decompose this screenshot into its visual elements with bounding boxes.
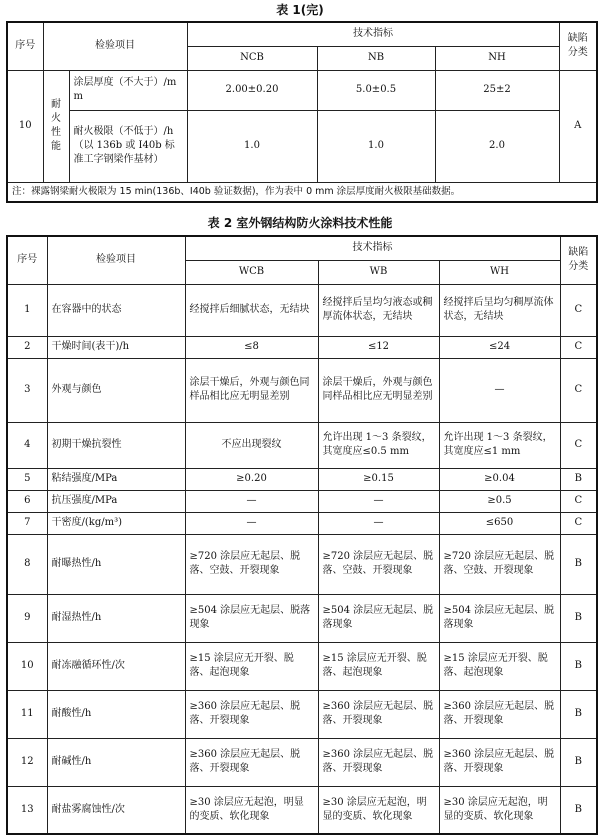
row-defect: B: [560, 594, 597, 642]
row-wh: ≥0.5: [439, 490, 560, 512]
row-item: 耐盐雾腐蚀性/次: [47, 786, 185, 834]
t1-header-tech: 技术指标: [187, 22, 559, 46]
t1-note: 注：裸露钢梁耐火极限为 15 min(136b、I40b 验证数据)，作为表中 0 mm 涂层厚度耐火极限基础数据。: [7, 182, 597, 202]
row-wh: ≥360 涂层应无起层、脱落、开裂现象: [439, 738, 560, 786]
row-wh: ≥720 涂层应无起层、脱落、空鼓、开裂现象: [439, 534, 560, 594]
table-row: [7, 786, 597, 834]
row-defect: B: [560, 642, 597, 690]
t1-sub1-nh: 25±2: [435, 70, 559, 110]
table2: [6, 235, 598, 835]
row-wcb: 经搅拌后细腻状态，无结块: [185, 284, 318, 336]
table-row: [7, 336, 597, 358]
table-row: [7, 358, 597, 422]
row-index: 2: [7, 336, 47, 358]
row-index: 10: [7, 642, 47, 690]
table2-caption: 表 2 室外钢结构防火涂料技术性能: [207, 216, 393, 230]
row-defect: C: [560, 284, 597, 336]
row-wh: ≤24: [439, 336, 560, 358]
row-wcb: —: [185, 490, 318, 512]
row-wb: ≥15 涂层应无开裂、脱落、起泡现象: [318, 642, 439, 690]
row-wcb: ≥30 涂层应无起泡，明显的变质、软化现象: [185, 786, 318, 834]
row-item: 粘结强度/MPa: [47, 468, 185, 490]
table-row: [7, 594, 597, 642]
t1-header-item: 检验项目: [43, 22, 187, 70]
row-index: 11: [7, 690, 47, 738]
row-item: 抗压强度/MPa: [47, 490, 185, 512]
row-wh: ≥0.04: [439, 468, 560, 490]
row-defect: B: [560, 468, 597, 490]
t2-header-tech: 技术指标: [185, 236, 560, 260]
row-defect: C: [560, 358, 597, 422]
row-item: 耐酸性/h: [47, 690, 185, 738]
row-defect: B: [560, 690, 597, 738]
row-wh: 允许出现 1～3 条裂纹，其宽度应≤1 mm: [439, 422, 560, 468]
t1-row-defect: A: [559, 70, 597, 182]
row-wcb: ≥720 涂层应无起层、脱落、空鼓、开裂现象: [185, 534, 318, 594]
row-wcb: —: [185, 512, 318, 534]
row-defect: C: [560, 512, 597, 534]
table-row: [7, 512, 597, 534]
row-item: 外观与颜色: [47, 358, 185, 422]
row-item: 干密度/(kg/m³): [47, 512, 185, 534]
table-row: [7, 490, 597, 512]
t1-sub2-label: 耐火极限（不低于）/h（以 136b 或 I40b 标准工字钢梁作基材）: [69, 110, 187, 182]
row-wcb: ≥0.20: [185, 468, 318, 490]
row-index: 1: [7, 284, 47, 336]
table-row: [7, 284, 597, 336]
row-index: 9: [7, 594, 47, 642]
t1-sub1-nb: 5.0±0.5: [317, 70, 435, 110]
row-defect: B: [560, 786, 597, 834]
row-index: 8: [7, 534, 47, 594]
row-wh: ≤650: [439, 512, 560, 534]
table-row: [7, 738, 597, 786]
row-index: 4: [7, 422, 47, 468]
t2-header-defect: 缺陷分类: [560, 236, 597, 284]
row-wcb: ≥15 涂层应无开裂、脱落、起泡现象: [185, 642, 318, 690]
t2-header-index: 序号: [7, 236, 47, 284]
table-row: [7, 468, 597, 490]
row-defect: B: [560, 738, 597, 786]
t2-header-item: 检验项目: [47, 236, 185, 284]
t2-col-wb: WB: [318, 260, 439, 284]
row-defect: C: [560, 422, 597, 468]
row-wb: ≥360 涂层应无起层、脱落、开裂现象: [318, 738, 439, 786]
table1: [6, 21, 598, 203]
t1-sub2-nh: 2.0: [435, 110, 559, 182]
row-wh: ≥30 涂层应无起泡，明显的变质、软化现象: [439, 786, 560, 834]
t1-sub2-ncb: 1.0: [187, 110, 317, 182]
table-row: [7, 534, 597, 594]
row-wb: 允许出现 1～3 条裂纹，其宽度应≤0.5 mm: [318, 422, 439, 468]
row-wcb: ≥360 涂层应无起层、脱落、开裂现象: [185, 690, 318, 738]
t1-sub1-ncb: 2.00±0.20: [187, 70, 317, 110]
row-wb: 经搅拌后呈均匀液态或稠厚流体状态，无结块: [318, 284, 439, 336]
row-index: 7: [7, 512, 47, 534]
t1-row-index: 10: [7, 70, 43, 182]
t1-col-nh: NH: [435, 46, 559, 70]
row-index: 3: [7, 358, 47, 422]
t1-header-defect: 缺陷分类: [559, 22, 597, 70]
row-wb: ≤12: [318, 336, 439, 358]
row-index: 6: [7, 490, 47, 512]
row-wb: ≥504 涂层应无起层、脱落现象: [318, 594, 439, 642]
table-row: [7, 690, 597, 738]
t1-col-ncb: NCB: [187, 46, 317, 70]
row-wb: —: [318, 512, 439, 534]
t1-sub2-nb: 1.0: [317, 110, 435, 182]
row-wcb: ≥360 涂层应无起层、脱落、开裂现象: [185, 738, 318, 786]
t2-col-wh: WH: [439, 260, 560, 284]
row-wcb: ≥504 涂层应无起层、脱落现象: [185, 594, 318, 642]
row-index: 5: [7, 468, 47, 490]
table1-caption: 表 1(完): [276, 3, 324, 17]
row-wb: ≥30 涂层应无起泡，明显的变质、软化现象: [318, 786, 439, 834]
row-wh: ≥360 涂层应无起层、脱落、开裂现象: [439, 690, 560, 738]
t1-header-index: 序号: [7, 22, 43, 70]
row-wcb: 涂层干燥后，外观与颜色同样品相比应无明显差别: [185, 358, 318, 422]
row-wh: 经搅拌后呈均匀稠厚流体状态，无结块: [439, 284, 560, 336]
row-item: 耐曝热性/h: [47, 534, 185, 594]
row-wcb: 不应出现裂纹: [185, 422, 318, 468]
row-wh: ≥504 涂层应无起层、脱落现象: [439, 594, 560, 642]
row-defect: B: [560, 534, 597, 594]
t2-col-wcb: WCB: [185, 260, 318, 284]
row-wcb: ≤8: [185, 336, 318, 358]
row-item: 初期干燥抗裂性: [47, 422, 185, 468]
t1-row-group: 耐火性能: [43, 70, 69, 182]
row-defect: C: [560, 490, 597, 512]
row-defect: C: [560, 336, 597, 358]
t1-col-nb: NB: [317, 46, 435, 70]
row-wb: ≥720 涂层应无起层、脱落、空鼓、开裂现象: [318, 534, 439, 594]
table-row: [7, 422, 597, 468]
row-item: 耐冻融循环性/次: [47, 642, 185, 690]
row-index: 13: [7, 786, 47, 834]
row-wb: ≥360 涂层应无起层、脱落、开裂现象: [318, 690, 439, 738]
row-wb: —: [318, 490, 439, 512]
row-item: 耐碱性/h: [47, 738, 185, 786]
row-wb: ≥0.15: [318, 468, 439, 490]
row-wh: —: [439, 358, 560, 422]
row-wb: 涂层干燥后，外观与颜色同样品相比应无明显差别: [318, 358, 439, 422]
t1-sub1-label: 涂层厚度（不大于）/mm: [69, 70, 187, 110]
row-item: 耐湿热性/h: [47, 594, 185, 642]
row-index: 12: [7, 738, 47, 786]
row-wh: ≥15 涂层应无开裂、脱落、起泡现象: [439, 642, 560, 690]
table-row: [7, 642, 597, 690]
row-item: 在容器中的状态: [47, 284, 185, 336]
row-item: 干燥时间(表干)/h: [47, 336, 185, 358]
